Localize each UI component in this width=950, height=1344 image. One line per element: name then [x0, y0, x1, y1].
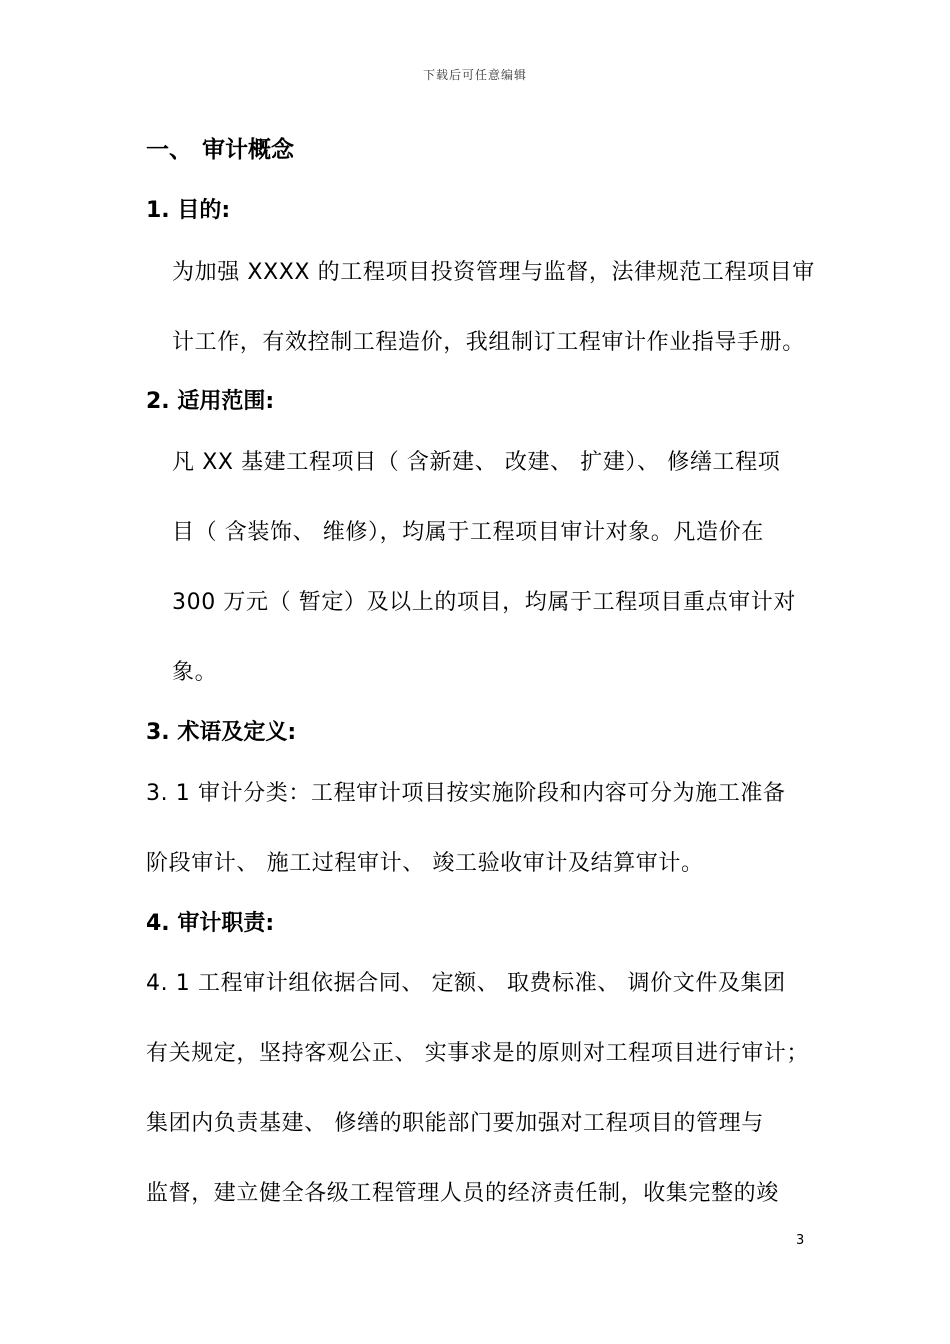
page-number: 3 [796, 1233, 805, 1248]
section-title: 审计概念 [202, 137, 294, 163]
scope-line-1: 凡 XX 基建工程项目（ 含新建、 改建、 扩建）、 修缮工程项 [172, 450, 781, 475]
scope-line-4: 象。 [172, 660, 218, 685]
duties-heading: 4. 审计职责: [146, 911, 275, 936]
scope-heading: 2. 适用范围: [146, 389, 275, 414]
terms-line-2: 阶段审计、 施工过程审计、 竣工验收审计及结算审计。 [146, 851, 704, 876]
duties-line-1: 4. 1 工程审计组依据合同、 定额、 取费标准、 调价文件及集团 [146, 971, 786, 996]
duties-line-3: 集团内负责基建、 修缮的职能部门要加强对工程项目的管理与 [146, 1111, 764, 1136]
section-number: 一、 [146, 137, 192, 163]
terms-heading: 3. 术语及定义: [146, 720, 297, 745]
scope-line-2: 目（ 含装饰、 维修），均属于工程项目审计对象。凡造价在 [172, 520, 764, 545]
duties-line-4: 监督，建立健全各级工程管理人员的经济责任制，收集完整的竣 [146, 1181, 779, 1206]
purpose-line-2: 计工作，有效控制工程造价，我组制订工程审计作业指导手册。 [172, 330, 805, 355]
page-header: 下载后可任意编辑 [422, 68, 527, 82]
purpose-heading: 1. 目的: [146, 198, 231, 223]
purpose-line-1: 为加强 XXXX 的工程项目投资管理与监督，法律规范工程项目审 [172, 260, 815, 285]
terms-line-1: 3. 1 审计分类：工程审计项目按实施阶段和内容可分为施工准备 [146, 781, 786, 806]
duties-line-2: 有关规定，坚持客观公正、 实事求是的原则对工程项目进行审计； [146, 1041, 809, 1066]
section-heading [146, 139, 294, 162]
scope-line-3: 300 万元（ 暂定）及以上的项目，均属于工程项目重点审计对 [172, 590, 796, 615]
